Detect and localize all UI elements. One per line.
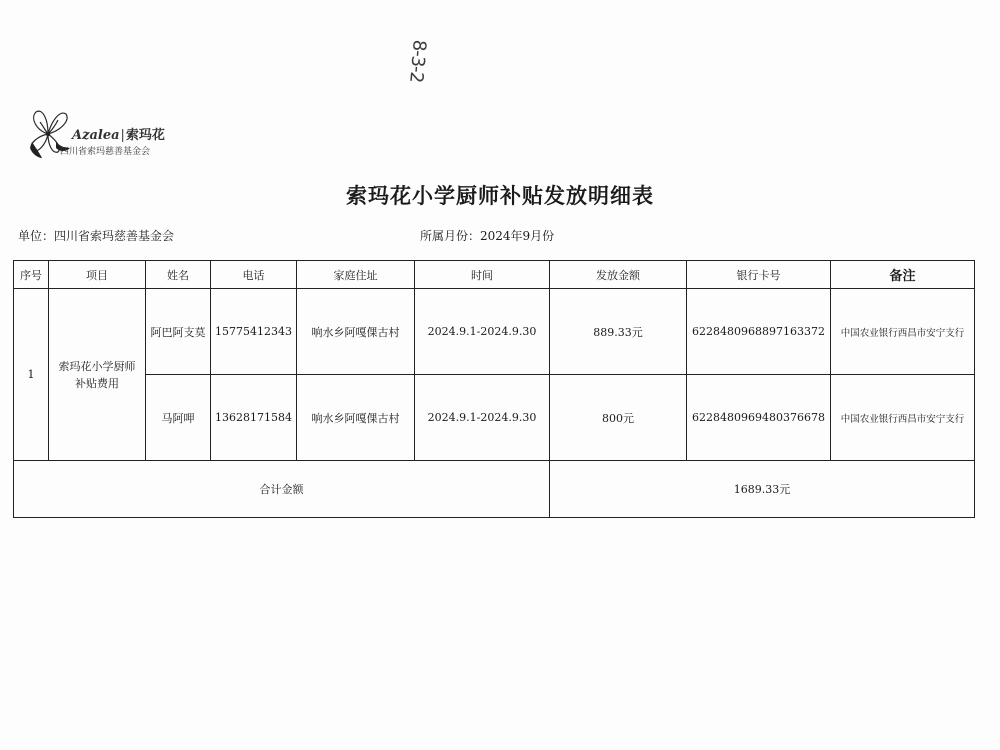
header-phone: 电话 — [211, 261, 297, 289]
logo-org-name: 四川省索玛慈善基金会 — [60, 147, 151, 157]
cell-card: 6228480968897163372 — [687, 289, 831, 375]
cell-period: 2024.9.1-2024.9.30 — [415, 375, 550, 461]
cell-card: 6228480969480376678 — [687, 375, 831, 461]
logo-brand-zh: 索玛花 — [125, 128, 165, 143]
cell-remark: 中国农业银行西昌市安宁支行 — [831, 375, 975, 461]
total-amount: 1689.33元 — [550, 461, 975, 518]
cell-project — [49, 289, 146, 461]
table-row — [14, 375, 975, 461]
logo-separator: | — [120, 128, 125, 143]
cell-address: 响水乡阿嘎倮古村 — [297, 289, 415, 375]
cell-phone: 13628171584 — [211, 375, 297, 461]
subsidy-table — [13, 260, 975, 518]
project-line-1: 索玛花小学厨师 — [58, 359, 136, 373]
cell-name: 阿巴阿支莫 — [146, 289, 211, 375]
cell-period: 2024.9.1-2024.9.30 — [415, 289, 550, 375]
total-label: 合计金额 — [14, 461, 550, 518]
document-title: 索玛花小学厨师补贴发放明细表 — [346, 183, 654, 208]
cell-remark: 中国农业银行西昌市安宁支行 — [831, 289, 975, 375]
header-amount: 发放金额 — [550, 261, 687, 289]
header-remark: 备注 — [831, 261, 975, 289]
header-card: 银行卡号 — [687, 261, 831, 289]
cell-phone: 15775412343 — [211, 289, 297, 375]
header-address: 家庭住址 — [297, 261, 415, 289]
header-period: 时间 — [415, 261, 550, 289]
month-label: 所属月份：2024年9月份 — [420, 229, 555, 243]
handwritten-note: 8-3-2 — [405, 38, 431, 84]
project-line-2: 补贴费用 — [75, 376, 119, 390]
foundation-logo — [26, 104, 186, 164]
cell-no: 1 — [14, 289, 49, 461]
header-project: 项目 — [49, 261, 146, 289]
unit-label: 单位：四川省索玛慈善基金会 — [18, 229, 175, 243]
header-no: 序号 — [14, 261, 49, 289]
cell-name: 马阿呷 — [146, 375, 211, 461]
header-name: 姓名 — [146, 261, 211, 289]
cell-amount: 889.33元 — [550, 289, 687, 375]
logo-brand-en: Azalea — [72, 128, 120, 143]
table-row — [14, 289, 975, 375]
cell-amount: 800元 — [550, 375, 687, 461]
cell-address: 响水乡阿嘎倮古村 — [297, 375, 415, 461]
total-row — [14, 461, 975, 518]
table-header-row — [14, 261, 975, 289]
